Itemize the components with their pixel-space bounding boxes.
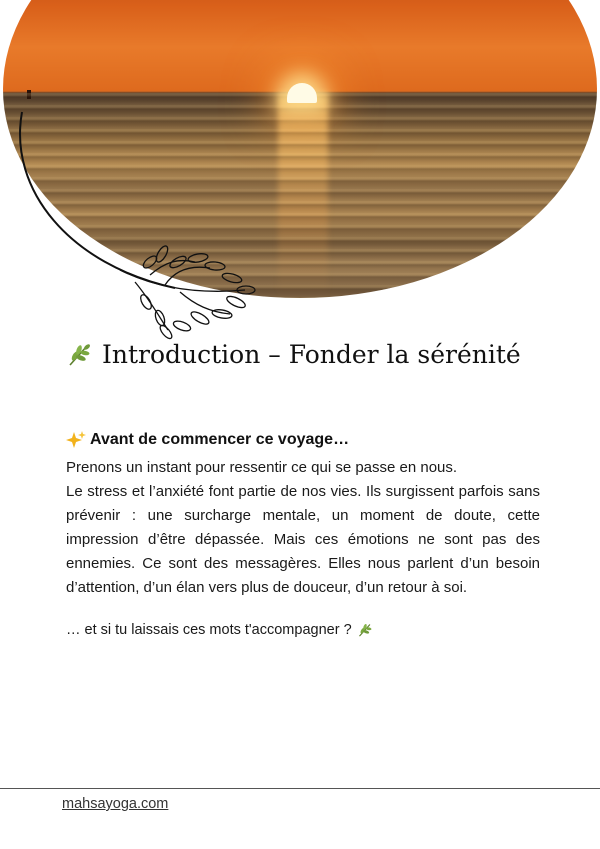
page-title <box>66 340 521 369</box>
closing-line-text: … et si tu laissais ces mots t'accompagner ? <box>66 622 352 638</box>
sparkles-icon <box>66 430 86 450</box>
intro-paragraph-1: Prenons un instant pour ressentir ce qui se passe en nous. <box>66 459 458 476</box>
section-subheading <box>66 430 540 450</box>
closing-line <box>66 622 540 638</box>
hero-sunset-image <box>3 0 597 298</box>
section-subheading-text: Avant de commencer ce voyage… <box>90 431 350 448</box>
intro-paragraph-2: Le stress et l’anxiété font partie de nos vies. Ils surgissent parfois sans prévenir : une surcharge mentale, un moment de doute, cette impression d’être dépassée. Mais ces émotions ne sont pas des ennemies. Ce sont des messagères. Elles nous parlent d’un besoin d’attention, d’un élan vers plus de douceur, d’un retour à soi. <box>66 483 540 596</box>
intro-section <box>66 430 540 638</box>
herb-icon <box>66 342 92 368</box>
page-title-text: Introduction – Fonder la sérénité <box>102 340 521 369</box>
footer-divider <box>0 788 600 789</box>
herb-icon <box>357 622 373 638</box>
sea-waves <box>3 93 597 298</box>
setting-sun <box>287 83 317 103</box>
footer-website-link[interactable]: mahsayoga.com <box>62 796 169 812</box>
